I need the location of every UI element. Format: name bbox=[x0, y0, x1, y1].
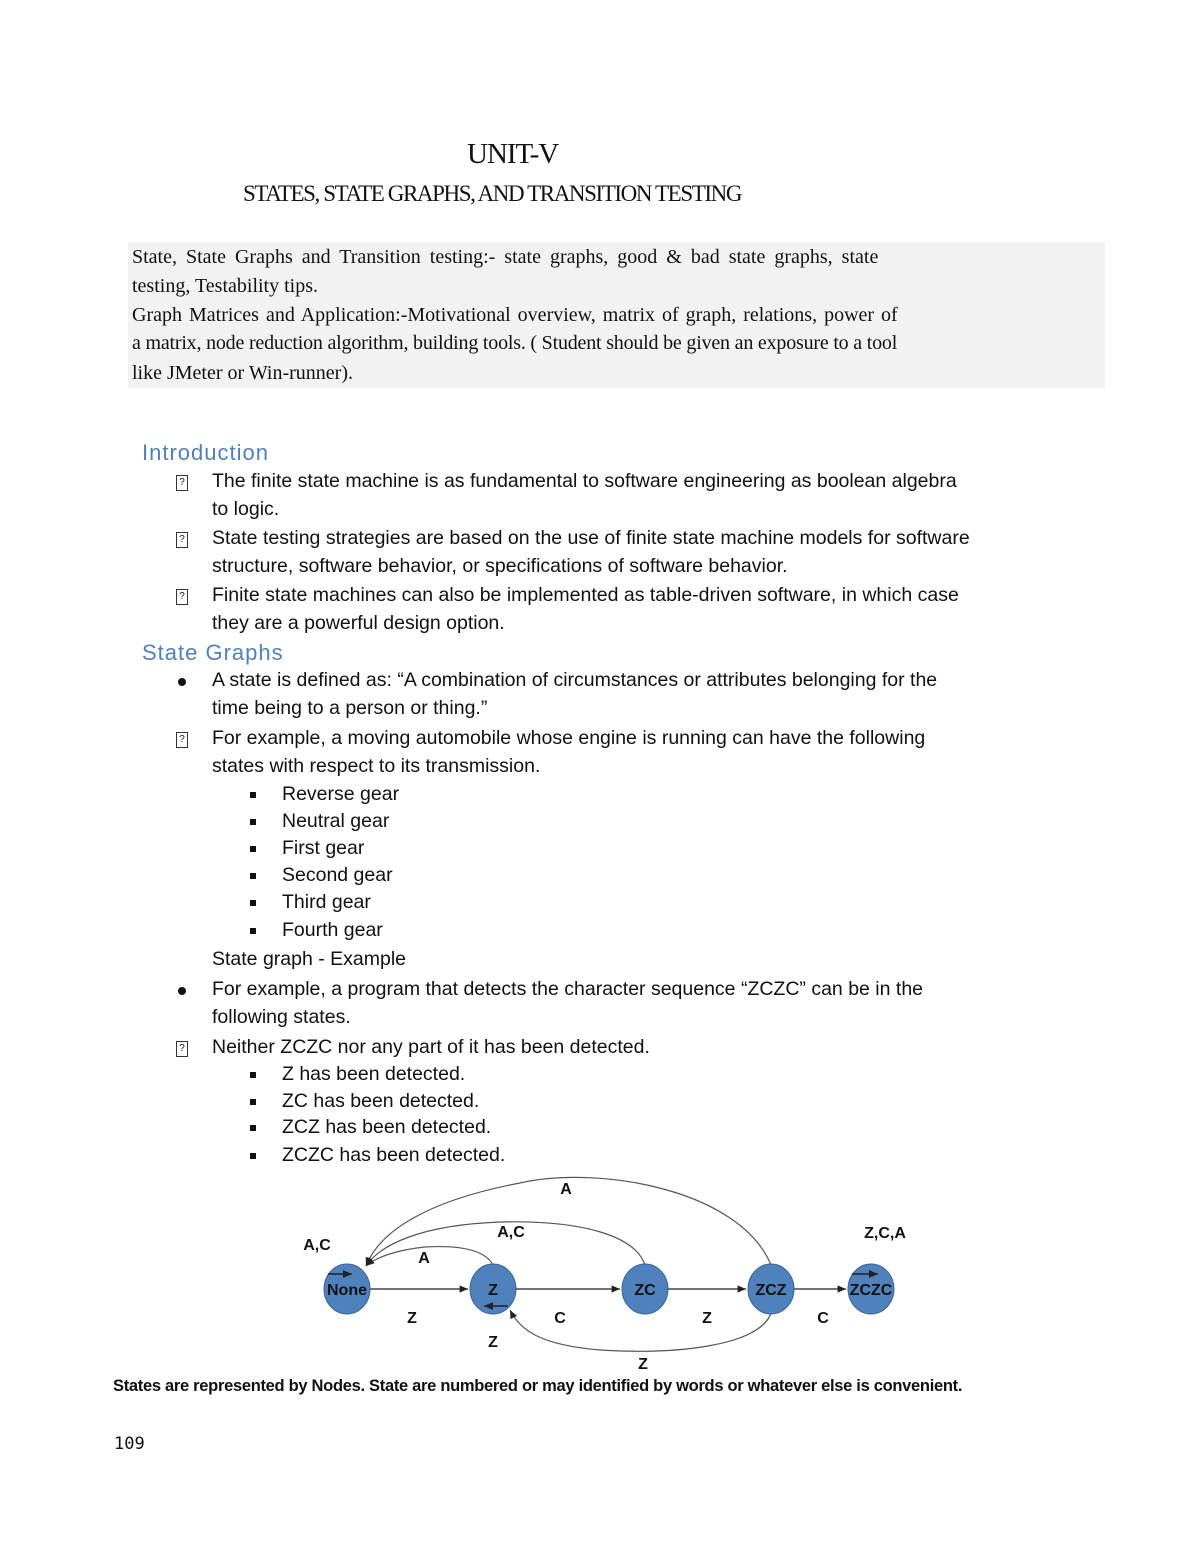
diagram-caption: States are represented by Nodes. State are numbered or may identified by words or whatever else is convenient. bbox=[113, 1377, 963, 1395]
state-item: ZCZC has been detected. bbox=[282, 1144, 506, 1166]
definition-line: time being to a person or thing.” bbox=[212, 697, 488, 719]
gear-item: First gear bbox=[282, 837, 365, 859]
edge-label: Z,C,A bbox=[864, 1225, 906, 1242]
syllabus-line: State, State Graphs and Transition testing:- state graphs, good & bad state graphs, state bbox=[132, 246, 879, 268]
syllabus-line: like JMeter or Win-runner). bbox=[132, 362, 353, 384]
edge-label: A,C bbox=[497, 1224, 525, 1241]
bullet-icon: ? bbox=[176, 732, 188, 748]
intro-item-line: structure, software behavior, or specifications of software behavior. bbox=[212, 555, 788, 577]
syllabus-line: testing, Testability tips. bbox=[132, 275, 319, 297]
edge-label: A bbox=[418, 1250, 430, 1267]
section-heading-introduction: Introduction bbox=[142, 440, 269, 465]
node-label: ZCZ bbox=[755, 1282, 787, 1299]
edge-zcz-z bbox=[510, 1310, 771, 1351]
syllabus-line: a matrix, node reduction algorithm, building tools. ( Student should be given an exposure to a tool bbox=[132, 332, 898, 354]
intro-item-line: they are a powerful design option. bbox=[212, 612, 505, 634]
unit-subtitle: STATES, STATE GRAPHS, AND TRANSITION TESTING bbox=[243, 181, 742, 206]
example-label: State graph - Example bbox=[212, 948, 407, 970]
example-line: states with respect to its transmission. bbox=[212, 755, 541, 777]
zczc-line: following states. bbox=[212, 1006, 351, 1028]
gear-item: Neutral gear bbox=[282, 810, 390, 832]
intro-item-line: Finite state machines can also be implemented as table-driven software, in which case bbox=[212, 584, 959, 606]
state-item: Z has been detected. bbox=[282, 1063, 466, 1085]
gear-item: Fourth gear bbox=[282, 919, 383, 941]
page-number: 109 bbox=[114, 1434, 145, 1454]
edge-label: Z bbox=[488, 1334, 498, 1351]
definition-line: A state is defined as: “A combination of circumstances or attributes belonging for the bbox=[212, 669, 938, 691]
gear-item: Reverse gear bbox=[282, 783, 400, 805]
edge-label: C bbox=[554, 1310, 566, 1327]
bullet-icon: ? bbox=[176, 532, 188, 548]
bullet-icon: ? bbox=[176, 1041, 188, 1057]
bullet-icon: ? bbox=[176, 589, 188, 605]
edge-label: Z bbox=[638, 1356, 648, 1373]
intro-item-line: State testing strategies are based on the use of finite state machine models for software bbox=[212, 527, 970, 549]
state-item: ZCZ has been detected. bbox=[282, 1116, 492, 1138]
section-heading-state-graphs: State Graphs bbox=[142, 640, 284, 665]
neither-line: Neither ZCZC nor any part of it has been detected. bbox=[212, 1036, 650, 1058]
edge-label: C bbox=[817, 1310, 829, 1327]
unit-title: UNIT-V bbox=[467, 138, 559, 170]
gear-item: Second gear bbox=[282, 864, 393, 886]
intro-item-line: The finite state machine is as fundamental to software engineering as boolean algebra bbox=[212, 470, 957, 492]
edge-label: A bbox=[560, 1181, 572, 1198]
edge-label: Z bbox=[407, 1310, 417, 1327]
edge-label: A,C bbox=[303, 1237, 331, 1254]
intro-item-line: to logic. bbox=[212, 498, 280, 520]
node-label: Z bbox=[488, 1282, 498, 1299]
zczc-line: For example, a program that detects the character sequence “ZCZC” can be in the bbox=[212, 978, 924, 1000]
node-label: ZC bbox=[634, 1282, 656, 1299]
edge-label: Z bbox=[702, 1310, 712, 1327]
state-item: ZC has been detected. bbox=[282, 1090, 480, 1112]
node-label: None bbox=[327, 1282, 367, 1299]
syllabus-line: Graph Matrices and Application:-Motivational overview, matrix of graph, relations, power of bbox=[132, 304, 898, 326]
node-label: ZCZC bbox=[849, 1282, 893, 1299]
example-line: For example, a moving automobile whose engine is running can have the following bbox=[212, 727, 926, 749]
bullet-icon: ? bbox=[176, 475, 188, 491]
gear-item: Third gear bbox=[282, 891, 371, 913]
